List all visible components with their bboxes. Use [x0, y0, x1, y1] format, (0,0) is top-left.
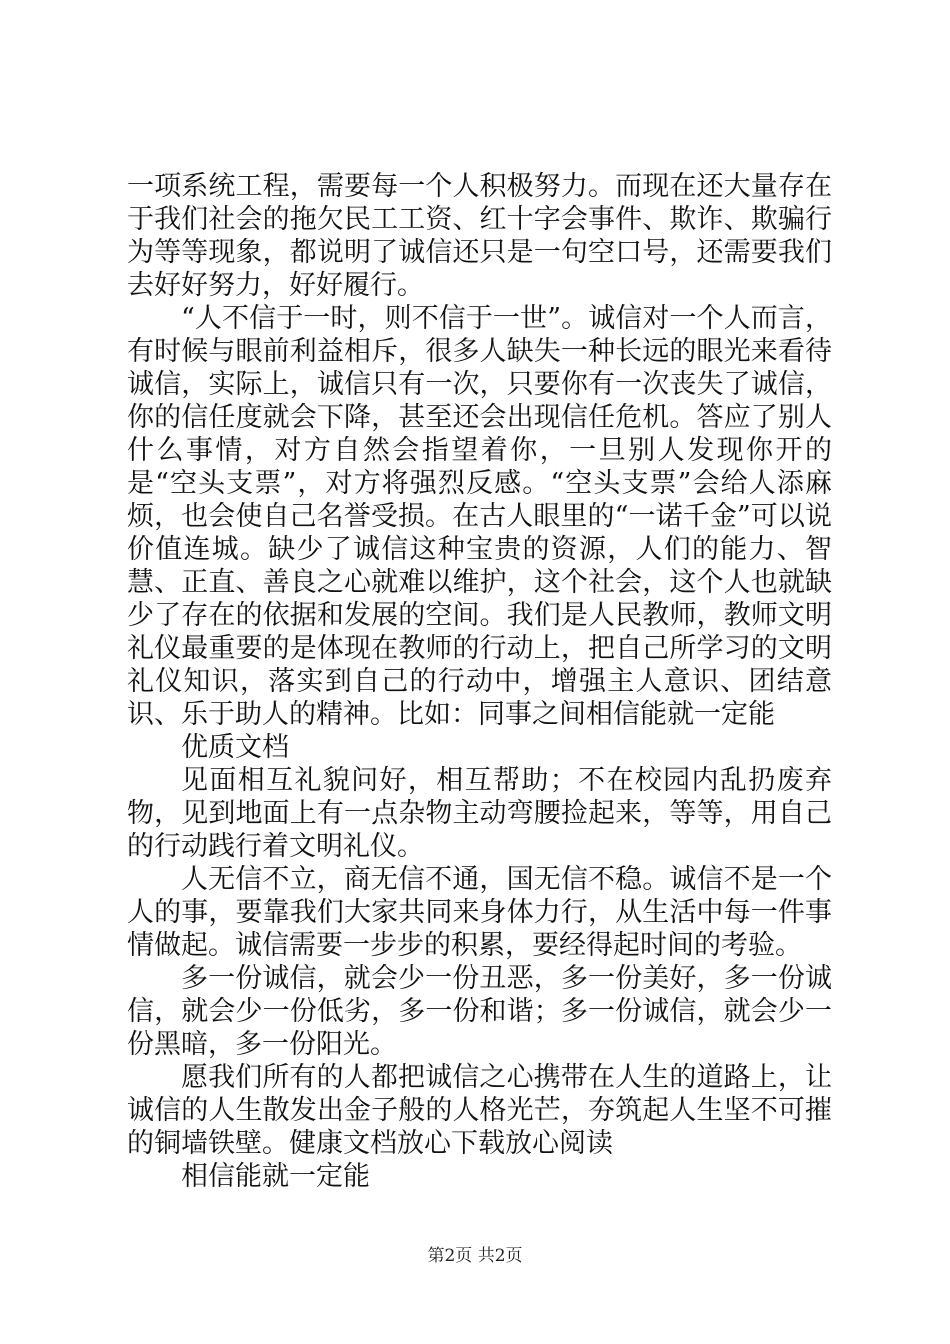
document-body [127, 170, 832, 1193]
paragraph-2: “人不信于一时，则不信于一世”。诚信对一个人而言，有时候与眼前利益相斥，很多人缺失一种长远的眼光来看待诚信，实际上，诚信只有一次，只要你有一次丧失了诚信，你的信任度就会下降，甚至还会出现信任危机。答应了别人什么事情，对方自然会指望着你，一旦别人发现你开的是“空头支票”，对方将强烈反感。“空头支票”会给人添麻烦，也会使自己名誉受损。在古人眼里的“一诺千金”可以说价值连城。缺少了诚信这种宝贵的资源，人们的能力、智慧、正直、善良之心就难以维护，这个社会，这个人也就缺少了存在的依据和发展的空间。我们是人民教师，教师文明礼仪最重要的是体现在教师的行动上，把自己所学习的文明礼仪知识，落实到自己的行动中，增强主人意识、团结意识、乐于助人的精神。比如：同事之间相信能就一定能 [127, 303, 832, 730]
paragraph-7: 愿我们所有的人都把诚信之心携带在人生的道路上，让诚信的人生散发出金子般的人格光芒，夯筑起人生坚不可摧的铜墙铁壁。健康文档放心下载放心阅读 [127, 1062, 832, 1159]
paragraph-1: 一项系统工程，需要每一个人积极努力。而现在还大量存在于我们社会的拖欠民工工资、红十字会事件、欺诈、欺骗行为等等现象，都说明了诚信还只是一句空口号，还需要我们去好好努力，好好履行。 [127, 171, 832, 301]
paragraph-5: 人无信不立，商无信不通，国无信不稳。诚信不是一个人的事，要靠我们大家共同来身体力行，从生活中每一件事情做起。诚信需要一步步的积累，要经得起时间的考验。 [127, 864, 832, 961]
paragraph-4: 见面相互礼貌问好，相互帮助；不在校园内乱扔废弃物，见到地面上有一点杂物主动弯腰捡起来，等等，用自己的行动践行着文明礼仪。 [127, 765, 832, 862]
paragraph-3: 优质文档 [181, 732, 289, 763]
page-number-footer: 第2页 共2页 [427, 1246, 523, 1266]
paragraph-6: 多一份诚信，就会少一份丑恶，多一份美好，多一份诚信，就会少一份低劣，多一份和谐；多一份诚信，就会少一份黑暗，多一份阳光。 [127, 963, 832, 1060]
paragraph-8: 相信能就一定能 [181, 1161, 370, 1192]
